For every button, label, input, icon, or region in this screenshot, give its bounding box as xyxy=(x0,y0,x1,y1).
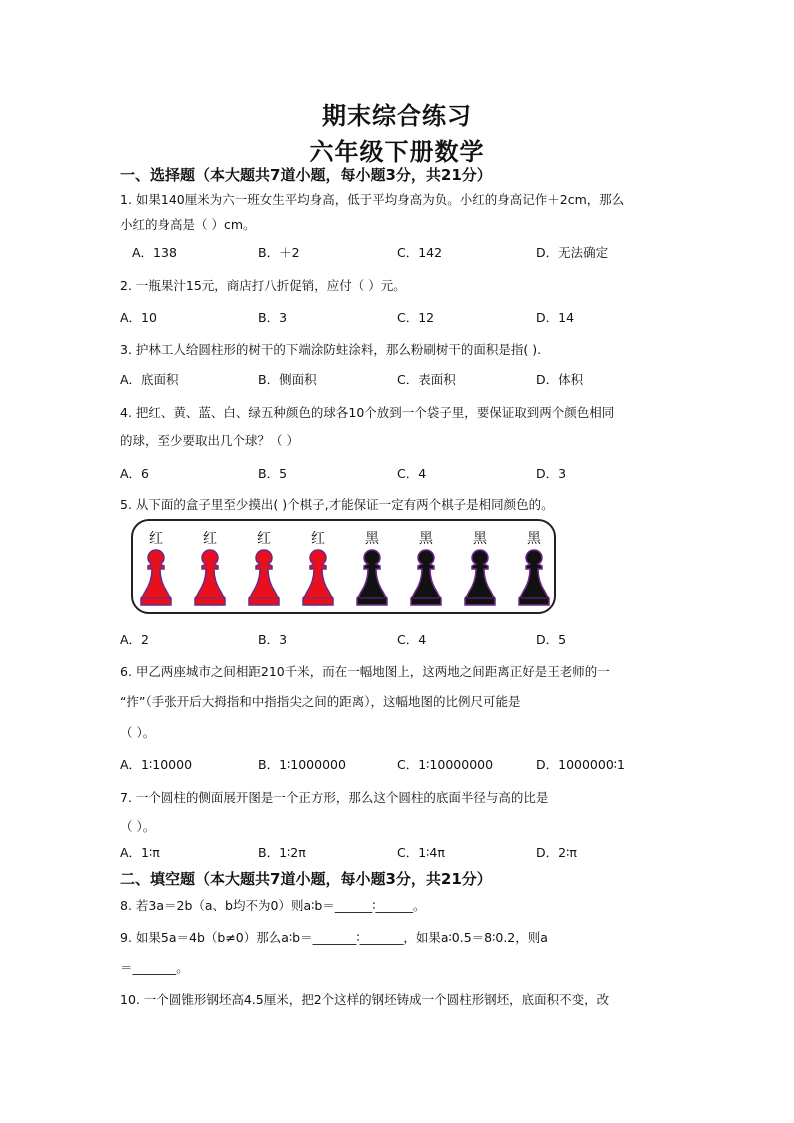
option-c[interactable]: C．4 xyxy=(397,466,427,481)
chess-piece xyxy=(242,530,286,608)
pawn-icon xyxy=(406,548,446,608)
question-3-line-1: 3. 护林工人给圆柱形的树干的下端涂防蛀涂料，那么粉刷树干的面积是指( ). xyxy=(120,342,542,357)
chess-piece xyxy=(512,530,556,608)
option-b[interactable]: B．＋2 xyxy=(258,245,300,260)
option-b[interactable]: B．侧面积 xyxy=(258,372,317,387)
question-6-line-1: 6. 甲乙两座城市之间相距210千米，而在一幅地图上，这两地之间距离正好是王老师的一 xyxy=(120,664,610,679)
question-4-line-2: 的球，至少要取出几个球？（ ） xyxy=(120,433,299,448)
option-a[interactable]: A．1∶π xyxy=(120,845,160,860)
question-7-line-2: （ ）。 xyxy=(120,819,156,834)
chess-piece xyxy=(458,530,502,608)
chess-piece-label: 黑 xyxy=(473,531,487,547)
question-7-line-1: 7. 一个圆柱的侧面展开图是一个正方形，那么这个圆柱的底面半径与高的比是 xyxy=(120,790,549,805)
chess-piece xyxy=(350,530,394,608)
pawn-icon xyxy=(460,548,500,608)
chess-piece-label: 黑 xyxy=(419,531,433,547)
chess-piece xyxy=(134,530,178,608)
option-a[interactable]: A．2 xyxy=(120,632,150,647)
chess-piece-label: 红 xyxy=(203,531,217,547)
question-10-line-1: 10. 一个圆锥形钢坯高4.5厘米，把2个这样的钢坯铸成一个圆柱形钢坯，底面积不变，改 xyxy=(120,992,610,1007)
option-d[interactable]: D．14 xyxy=(536,310,575,325)
option-d[interactable]: D．1000000∶1 xyxy=(536,757,626,772)
question-6-line-2: “拃”（手张开后大拇指和中指指尖之间的距离），这幅地图的比例尺可能是 xyxy=(120,694,521,709)
chess-piece xyxy=(404,530,448,608)
question-6-line-3: （ ）。 xyxy=(120,725,156,740)
question-1-line-1: 1. 如果140厘米为六一班女生平均身高，低于平均身高为负。小红的身高记作＋2cm，那么 xyxy=(120,192,625,207)
question-2-line-1: 2. 一瓶果汁15元，商店打八折促销，应付（ ）元。 xyxy=(120,278,406,293)
chess-piece-label: 红 xyxy=(311,531,325,547)
title-line-2: 六年级下册数学 xyxy=(309,138,485,166)
option-d[interactable]: D．5 xyxy=(536,632,567,647)
chess-piece-label: 红 xyxy=(257,531,271,547)
section-2-heading: 二、填空题（本大题共7道小题，每小题3分，共21分） xyxy=(120,870,492,888)
option-c[interactable]: C．12 xyxy=(397,310,435,325)
option-a[interactable]: A．1∶10000 xyxy=(120,757,193,772)
option-b[interactable]: B．1∶2π xyxy=(258,845,306,860)
question-5-line-1: 5. 从下面的盒子里至少摸出( )个棋子,才能保证一定有两个棋子是相同颜色的。 xyxy=(120,497,554,512)
question-9-line-1: 9. 如果5a＝4b（b≠0）那么a∶b＝_______∶_______，如果a∶0.5＝8∶0.2，则a xyxy=(120,930,548,945)
option-b[interactable]: B．3 xyxy=(258,632,288,647)
option-d[interactable]: D．无法确定 xyxy=(536,245,609,260)
option-d[interactable]: D．3 xyxy=(536,466,567,481)
question-9-line-2: ＝_______。 xyxy=(120,960,189,975)
option-c[interactable]: C．1∶4π xyxy=(397,845,445,860)
title-line-1: 期末综合练习 xyxy=(322,102,472,130)
section-1-heading: 一、选择题（本大题共7道小题，每小题3分，共21分） xyxy=(120,166,492,184)
pawn-icon xyxy=(136,548,176,608)
question-4-line-1: 4. 把红、黄、蓝、白、绿五种颜色的球各10个放到一个袋子里，要保证取到两个颜色相同 xyxy=(120,405,615,420)
option-c[interactable]: C．4 xyxy=(397,632,427,647)
pawn-icon xyxy=(514,548,554,608)
option-a[interactable]: A．6 xyxy=(120,466,150,481)
option-a[interactable]: A．10 xyxy=(120,310,157,325)
option-b[interactable]: B．1∶1000000 xyxy=(258,757,346,772)
question-8: 8. 若3a＝2b（a、b均不为0）则a∶b＝______∶______。 xyxy=(120,898,426,913)
option-c[interactable]: C．1∶10000000 xyxy=(397,757,494,772)
pawn-icon xyxy=(244,548,284,608)
pawn-icon xyxy=(298,548,338,608)
chess-piece-label: 黑 xyxy=(365,531,379,547)
pawn-icon xyxy=(190,548,230,608)
chess-piece xyxy=(188,530,232,608)
option-c[interactable]: C．表面积 xyxy=(397,372,456,387)
option-c[interactable]: C．142 xyxy=(397,245,443,260)
chess-piece-label: 红 xyxy=(149,531,163,547)
chess-piece-label: 黑 xyxy=(527,531,541,547)
option-d[interactable]: D．体积 xyxy=(536,372,584,387)
option-d[interactable]: D．2∶π xyxy=(536,845,577,860)
pawn-icon xyxy=(352,548,392,608)
chess-piece xyxy=(296,530,340,608)
option-b[interactable]: B．3 xyxy=(258,310,288,325)
question-1-line-2: 小红的身高是（ ）cm。 xyxy=(120,217,256,232)
option-a[interactable]: A．138 xyxy=(132,245,177,260)
option-a[interactable]: A．底面积 xyxy=(120,372,179,387)
option-b[interactable]: B．5 xyxy=(258,466,288,481)
